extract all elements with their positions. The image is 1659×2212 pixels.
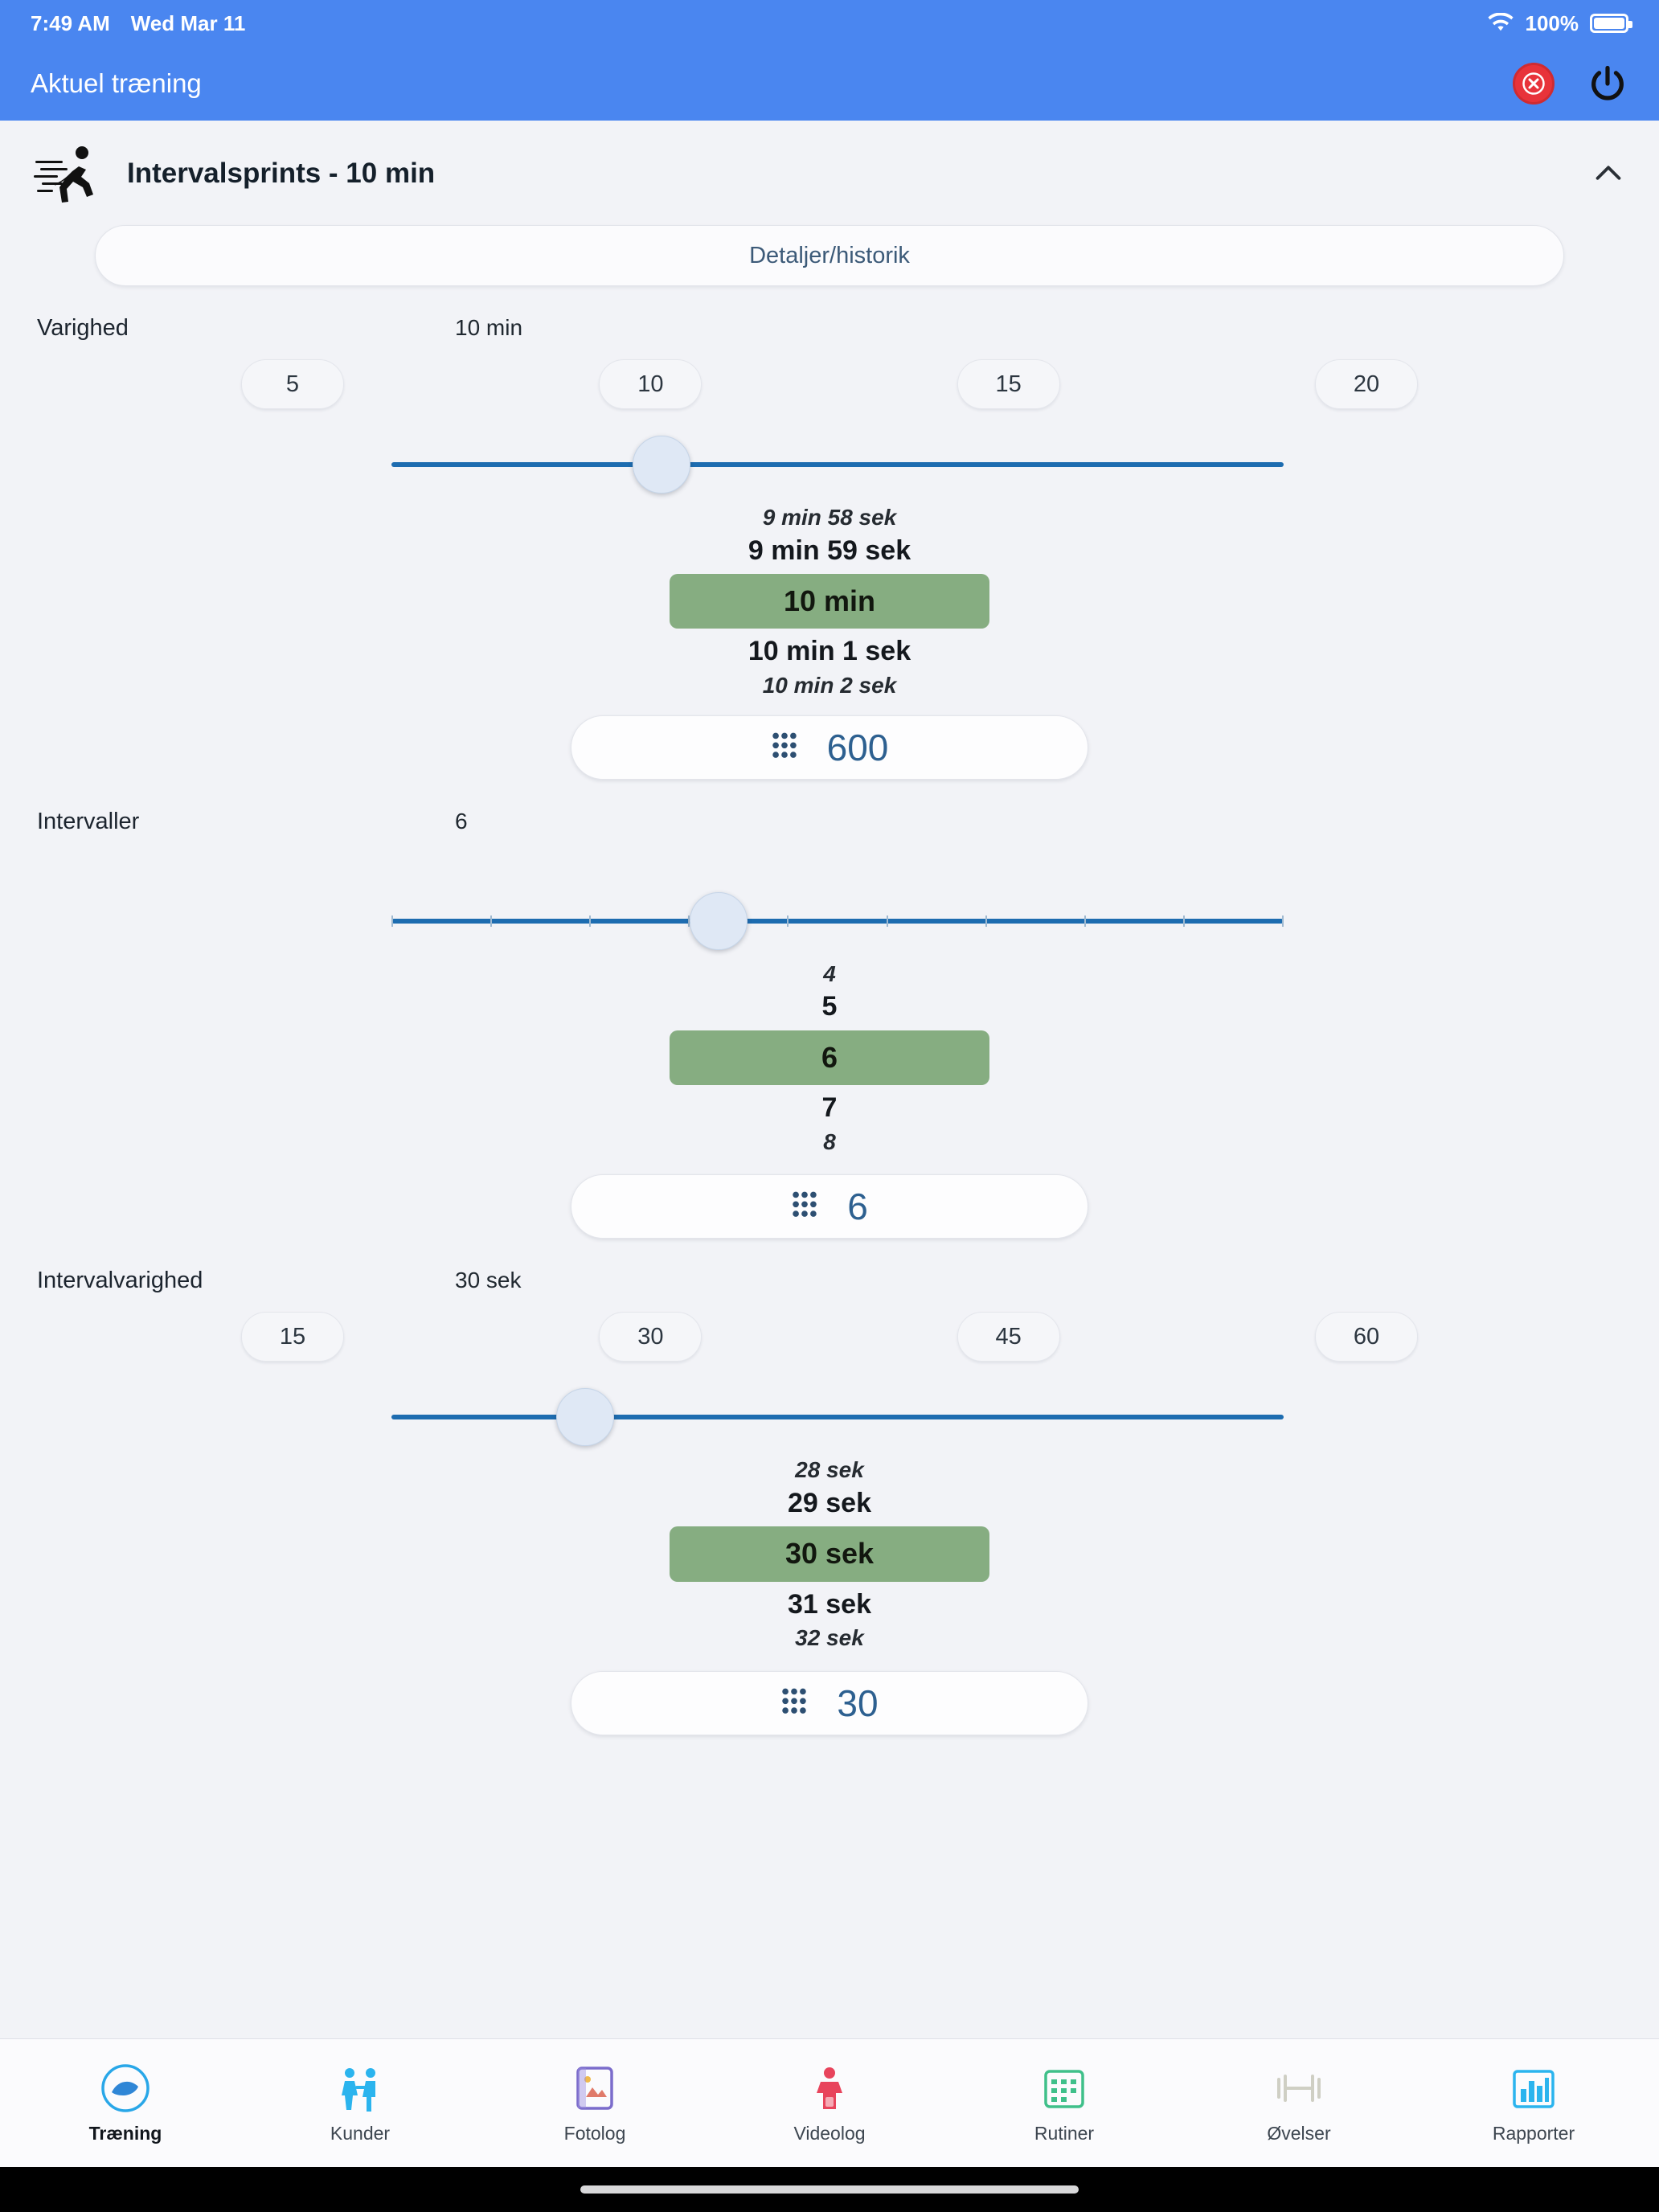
wifi-icon xyxy=(1487,13,1514,34)
preset-chips xyxy=(0,342,1659,409)
status-time: 7:49 AM xyxy=(31,10,110,35)
section-varighed xyxy=(0,286,1659,780)
picker-option[interactable]: 10 min 2 sek xyxy=(762,672,897,698)
picker-option[interactable]: 7 xyxy=(821,1092,838,1124)
section-intervaller xyxy=(0,780,1659,1239)
preset-chip[interactable]: 60 xyxy=(1315,1312,1418,1362)
preset-chip[interactable]: 5 xyxy=(241,359,344,409)
section-label: Intervaller xyxy=(37,808,140,834)
details-history-button[interactable]: Detaljer/historik xyxy=(95,225,1564,286)
picker-selected-option[interactable]: 30 sek xyxy=(670,1526,989,1581)
slider-thumb[interactable] xyxy=(556,1388,614,1446)
tab-label: Rapporter xyxy=(1492,2123,1575,2144)
photo-log-icon xyxy=(568,2062,621,2115)
slider-ticks xyxy=(391,916,1284,927)
keypad-icon xyxy=(771,731,798,764)
section-label-row xyxy=(0,1239,1659,1294)
page-title: Aktuel træning xyxy=(31,68,202,98)
intervals-input-value[interactable]: 6 xyxy=(847,1186,868,1228)
tab-label: Rutiner xyxy=(1034,2123,1095,2144)
duration-slider[interactable] xyxy=(0,438,1659,491)
duration-number-field[interactable] xyxy=(571,715,1088,780)
calendar-icon xyxy=(1038,2062,1091,2115)
interval-duration-input-value[interactable]: 30 xyxy=(837,1682,879,1724)
interval-duration-slider[interactable] xyxy=(0,1391,1659,1444)
tab-traening[interactable] xyxy=(8,2062,243,2144)
clients-icon xyxy=(334,2062,387,2115)
preset-chips xyxy=(0,1294,1659,1362)
slider-thumb[interactable] xyxy=(690,892,748,950)
tab-kunder[interactable] xyxy=(243,2062,477,2144)
section-value: 6 xyxy=(455,808,468,834)
intervals-picker[interactable] xyxy=(0,959,1659,1157)
slider-track xyxy=(391,1415,1284,1419)
battery-icon xyxy=(1590,14,1628,33)
status-date: Wed Mar 11 xyxy=(130,10,246,35)
preset-chip[interactable]: 30 xyxy=(599,1312,702,1362)
interval-duration-picker[interactable] xyxy=(0,1455,1659,1653)
status-bar xyxy=(0,0,1659,47)
app-bar xyxy=(0,47,1659,121)
preset-chip[interactable]: 15 xyxy=(957,359,1060,409)
barbell-icon xyxy=(1272,2062,1325,2115)
tab-label: Træning xyxy=(88,2123,162,2144)
picker-selected-option[interactable]: 10 min xyxy=(670,574,989,629)
picker-option[interactable]: 10 min 1 sek xyxy=(748,636,911,667)
tab-rapporter[interactable] xyxy=(1416,2062,1651,2144)
runner-icon xyxy=(32,141,106,206)
tab-fotolog[interactable] xyxy=(477,2062,712,2144)
keypad-icon xyxy=(791,1190,818,1223)
preset-chip[interactable]: 10 xyxy=(599,359,702,409)
keypad-icon xyxy=(780,1687,808,1719)
picker-option[interactable]: 4 xyxy=(823,961,836,986)
video-log-icon xyxy=(803,2062,856,2115)
picker-option[interactable]: 9 min 58 sek xyxy=(762,505,897,530)
section-intervalvarighed xyxy=(0,1239,1659,1735)
muscle-icon xyxy=(99,2062,152,2115)
interval-duration-number-field[interactable] xyxy=(571,1671,1088,1735)
section-label-row xyxy=(0,780,1659,835)
picker-option[interactable]: 28 sek xyxy=(795,1457,864,1483)
preset-chip[interactable]: 45 xyxy=(957,1312,1060,1362)
intervals-number-field[interactable] xyxy=(571,1174,1088,1239)
power-icon[interactable] xyxy=(1587,63,1628,104)
exercise-title: Intervalsprints - 10 min xyxy=(127,158,436,189)
duration-picker[interactable] xyxy=(0,502,1659,698)
stop-circle-icon[interactable] xyxy=(1513,63,1555,104)
bar-chart-icon xyxy=(1507,2062,1560,2115)
section-label-row xyxy=(0,286,1659,342)
section-label: Intervalvarighed xyxy=(37,1268,203,1294)
picker-option[interactable]: 9 min 59 sek xyxy=(748,535,911,566)
picker-option[interactable]: 31 sek xyxy=(788,1588,871,1620)
section-value: 10 min xyxy=(455,315,523,340)
battery-percent: 100% xyxy=(1525,10,1579,35)
tab-label: Fotolog xyxy=(563,2123,626,2144)
chevron-up-icon[interactable] xyxy=(1590,155,1627,192)
tab-label: Kunder xyxy=(330,2123,391,2144)
tab-rutiner[interactable] xyxy=(947,2062,1182,2144)
picker-selected-option[interactable]: 6 xyxy=(670,1030,989,1085)
section-value: 30 sek xyxy=(455,1268,522,1293)
home-indicator[interactable] xyxy=(0,2167,1659,2212)
picker-option[interactable]: 5 xyxy=(821,991,838,1022)
intervals-slider[interactable] xyxy=(0,895,1659,948)
tab-bar xyxy=(0,2038,1659,2167)
tab-videolog[interactable] xyxy=(712,2062,947,2144)
tab-oevelser[interactable] xyxy=(1182,2062,1416,2144)
picker-option[interactable]: 29 sek xyxy=(788,1487,871,1518)
preset-chip[interactable]: 15 xyxy=(241,1312,344,1362)
workout-content xyxy=(0,121,1659,2038)
tab-label: Øvelser xyxy=(1267,2123,1331,2144)
slider-track xyxy=(391,462,1284,467)
picker-option[interactable]: 32 sek xyxy=(795,1625,864,1651)
exercise-header[interactable] xyxy=(0,121,1659,217)
section-label: Varighed xyxy=(37,315,129,341)
preset-chip[interactable]: 20 xyxy=(1315,359,1418,409)
duration-input-value[interactable]: 600 xyxy=(826,726,889,768)
tab-label: Videolog xyxy=(793,2123,866,2144)
slider-thumb[interactable] xyxy=(633,436,690,494)
picker-option[interactable]: 8 xyxy=(823,1129,836,1154)
